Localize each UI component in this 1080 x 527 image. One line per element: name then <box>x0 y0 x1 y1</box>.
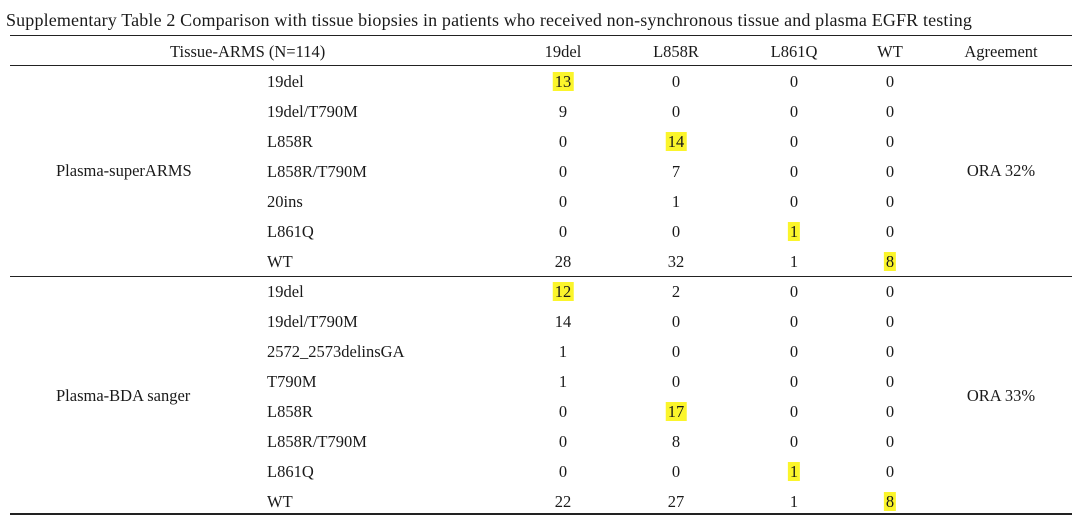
cell-value: 8 <box>885 252 895 271</box>
cell-value: 0 <box>558 402 568 421</box>
highlighted-value-cell <box>788 462 800 482</box>
row-label: 20ins <box>267 192 303 211</box>
value-cell-l858r <box>668 492 685 512</box>
cell-value: 0 <box>671 372 681 391</box>
row-label: 2572_2573delinsGA <box>267 342 405 361</box>
value-cell-l861q <box>790 252 798 272</box>
value-cell-l858r <box>672 72 680 92</box>
cell-value: 1 <box>789 462 799 481</box>
value-cell-wt <box>886 282 894 302</box>
cell-value: 0 <box>671 462 681 481</box>
cell-value: 2 <box>671 282 681 301</box>
cell-value: 0 <box>789 132 799 151</box>
value-cell-wt <box>886 72 894 92</box>
cell-value: 0 <box>885 282 895 301</box>
cell-value: 0 <box>671 102 681 121</box>
row-label: 19del/T790M <box>267 102 358 121</box>
cell-value: 0 <box>558 162 568 181</box>
row-label: 19del <box>267 282 304 301</box>
value-cell-l858r <box>672 162 680 182</box>
value-cell-wt <box>886 462 894 482</box>
group-agreement-plasma-bda-sanger: ORA 33% <box>966 386 1036 405</box>
value-cell-l858r <box>672 372 680 392</box>
value-cell-19del <box>559 342 567 362</box>
cell-value: 8 <box>671 432 681 451</box>
highlighted-value-cell <box>553 72 574 92</box>
value-cell-wt <box>886 342 894 362</box>
value-cell-l861q <box>790 282 798 302</box>
cell-value: 0 <box>558 132 568 151</box>
cell-value: 1 <box>558 342 568 361</box>
value-cell-l858r <box>672 462 680 482</box>
header-tissue-arms: Tissue-ARMS (N=114) <box>170 42 326 61</box>
cell-value: 1 <box>671 192 681 211</box>
row-label: L861Q <box>267 462 314 481</box>
value-cell-l861q <box>790 192 798 212</box>
value-cell-19del <box>559 372 567 392</box>
cell-value: 0 <box>885 342 895 361</box>
cell-value: 0 <box>885 372 895 391</box>
cell-value: 1 <box>789 252 799 271</box>
cell-value: 1 <box>789 222 799 241</box>
cell-value: 9 <box>558 102 568 121</box>
value-cell-l858r <box>672 432 680 452</box>
cell-value: 7 <box>671 162 681 181</box>
value-cell-19del <box>559 432 567 452</box>
cell-value: 0 <box>885 402 895 421</box>
header-rule <box>10 65 1072 66</box>
value-cell-wt <box>886 162 894 182</box>
cell-value: 0 <box>789 432 799 451</box>
cell-value: 0 <box>885 162 895 181</box>
value-cell-l858r <box>672 102 680 122</box>
row-label: WT <box>267 492 293 511</box>
row-label: 19del <box>267 72 304 91</box>
highlighted-value-cell <box>788 222 800 242</box>
cell-value: 0 <box>789 402 799 421</box>
row-label: L861Q <box>267 222 314 241</box>
cell-value: 0 <box>789 162 799 181</box>
header-col-19del: 19del <box>544 42 582 61</box>
header-col-l861q: L861Q <box>770 42 818 61</box>
highlighted-value-cell <box>666 402 687 422</box>
header-col-l858r: L858R <box>653 42 699 61</box>
cell-value: 0 <box>885 312 895 331</box>
value-cell-wt <box>886 132 894 152</box>
highlighted-value-cell <box>553 282 574 302</box>
value-cell-wt <box>886 402 894 422</box>
row-label: L858R/T790M <box>267 162 367 181</box>
value-cell-19del <box>555 252 572 272</box>
row-label: L858R <box>267 132 313 151</box>
cell-value: 0 <box>789 72 799 91</box>
cell-value: 1 <box>789 492 799 511</box>
value-cell-l861q <box>790 372 798 392</box>
group-agreement-plasma-superarms: ORA 32% <box>966 161 1036 180</box>
cell-value: 0 <box>558 222 568 241</box>
cell-value: 8 <box>885 492 895 511</box>
value-cell-l858r <box>672 282 680 302</box>
value-cell-wt <box>886 312 894 332</box>
cell-value: 27 <box>667 492 685 511</box>
value-cell-19del <box>559 102 567 122</box>
value-cell-l858r <box>672 342 680 362</box>
value-cell-l861q <box>790 402 798 422</box>
value-cell-wt <box>886 192 894 212</box>
cell-value: 0 <box>558 462 568 481</box>
value-cell-l858r <box>672 222 680 242</box>
value-cell-wt <box>886 222 894 242</box>
value-cell-19del <box>559 462 567 482</box>
header-col-agreement: Agreement <box>964 42 1038 61</box>
highlighted-value-cell <box>666 132 687 152</box>
row-label: L858R <box>267 402 313 421</box>
cell-value: 0 <box>671 222 681 241</box>
cell-value: 14 <box>667 132 685 151</box>
value-cell-l861q <box>790 132 798 152</box>
cell-value: 0 <box>885 72 895 91</box>
bottom-rule <box>10 513 1072 515</box>
value-cell-l861q <box>790 432 798 452</box>
row-label: 19del/T790M <box>267 312 358 331</box>
cell-value: 0 <box>558 432 568 451</box>
group-label-plasma-superarms: Plasma-superARMS <box>56 161 192 180</box>
cell-value: 0 <box>885 432 895 451</box>
highlighted-value-cell <box>884 492 896 512</box>
value-cell-wt <box>886 432 894 452</box>
cell-value: 17 <box>667 402 685 421</box>
cell-value: 0 <box>885 102 895 121</box>
value-cell-19del <box>555 492 572 512</box>
cell-value: 0 <box>558 192 568 211</box>
cell-value: 0 <box>789 102 799 121</box>
value-cell-l861q <box>790 72 798 92</box>
cell-value: 0 <box>885 192 895 211</box>
value-cell-19del <box>559 192 567 212</box>
cell-value: 0 <box>671 342 681 361</box>
cell-value: 0 <box>789 312 799 331</box>
cell-value: 0 <box>885 462 895 481</box>
cell-value: 1 <box>558 372 568 391</box>
highlighted-value-cell <box>884 252 896 272</box>
row-label: T790M <box>267 372 317 391</box>
table-caption: Supplementary Table 2 Comparison with tissue biopsies in patients who received non-synchronous tissue and plasma EGFR testing <box>6 10 973 30</box>
cell-value: 0 <box>671 72 681 91</box>
cell-value: 0 <box>789 342 799 361</box>
cell-value: 12 <box>554 282 572 301</box>
row-label: WT <box>267 252 293 271</box>
value-cell-l858r <box>672 312 680 332</box>
top-rule <box>10 35 1072 36</box>
value-cell-wt <box>886 372 894 392</box>
value-cell-l858r <box>672 192 680 212</box>
value-cell-l861q <box>790 312 798 332</box>
row-label: L858R/T790M <box>267 432 367 451</box>
value-cell-l861q <box>790 162 798 182</box>
cell-value: 14 <box>554 312 572 331</box>
cell-value: 0 <box>885 222 895 241</box>
cell-value: 0 <box>789 282 799 301</box>
cell-value: 32 <box>667 252 685 271</box>
value-cell-l861q <box>790 102 798 122</box>
cell-value: 0 <box>789 372 799 391</box>
value-cell-l861q <box>790 492 798 512</box>
cell-value: 28 <box>554 252 572 271</box>
cell-value: 22 <box>554 492 572 511</box>
group-label-plasma-bda-sanger: Plasma-BDA sanger <box>56 386 191 405</box>
cell-value: 13 <box>554 72 572 91</box>
header-col-wt: WT <box>877 42 903 61</box>
value-cell-19del <box>559 222 567 242</box>
group-divider-rule <box>10 276 1072 277</box>
value-cell-19del <box>555 312 572 332</box>
value-cell-wt <box>886 102 894 122</box>
value-cell-l861q <box>790 342 798 362</box>
value-cell-19del <box>559 162 567 182</box>
value-cell-19del <box>559 402 567 422</box>
value-cell-19del <box>559 132 567 152</box>
cell-value: 0 <box>789 192 799 211</box>
cell-value: 0 <box>671 312 681 331</box>
value-cell-l858r <box>668 252 685 272</box>
cell-value: 0 <box>885 132 895 151</box>
